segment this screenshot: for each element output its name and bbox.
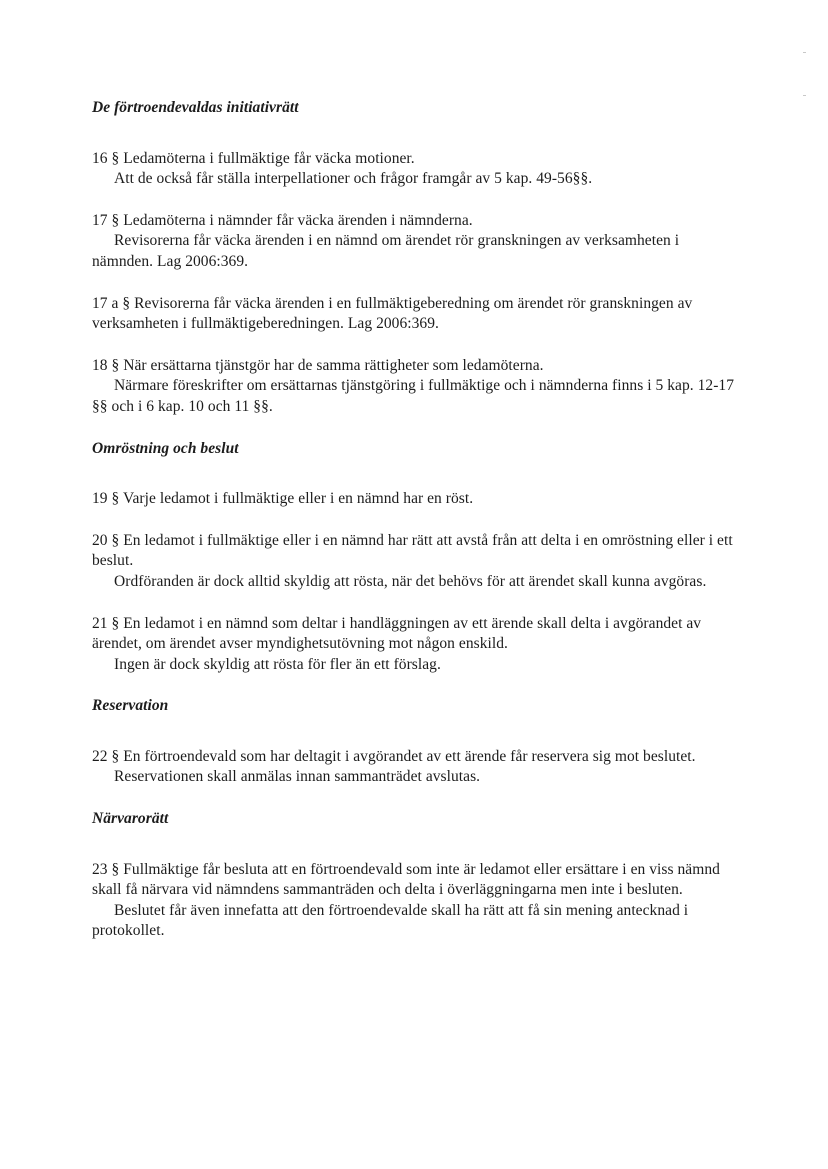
paragraph-17 [92,211,742,273]
paragraph-text: 23 § Fullmäktige får besluta att en förtroendevald som inte är ledamot eller ersättare i en viss nämnd skall få närvara vid nämndens sammanträden och delta i överläggningarna men inte i besluten. [92,860,720,899]
paragraph-text: Beslutet får även innefatta att den förtroendevalde skall ha rätt att få sin mening antecknad i protokollet. [92,901,689,940]
paragraph-text: 22 § En förtroendevald som har deltagit i avgörandet av ett ärende får reservera sig mot beslutet. [92,747,696,765]
section-heading: Reservation [92,697,169,715]
scan-speck [803,52,806,53]
paragraph-text: Att de också får ställa interpellationer och frågor framgår av 5 kap. 49-56§§. [114,170,593,188]
paragraph-16 [92,149,742,190]
paragraph-text: 19 § Varje ledamot i fullmäktige eller i en nämnd har en röst. [92,490,474,508]
section-heading: Närvarorätt [92,810,169,828]
paragraph-20 [92,531,742,593]
paragraph-text: 20 § En ledamot i fullmäktige eller i en nämnd har rätt att avstå från att delta i en omröstning eller i ett beslut. [92,531,733,570]
paragraph-18 [92,356,742,418]
paragraph-21 [92,614,742,676]
paragraph-text: 21 § En ledamot i en nämnd som deltar i handläggningen av ett ärende skall delta i avgörandet av ärendet, om ärendet avser myndighetsutövning mot någon enskild. [92,614,702,653]
section-heading: De förtroendevaldas initiativrätt [92,99,299,116]
paragraph-23 [92,860,742,942]
paragraph-22 [92,747,742,788]
paragraph-text: Revisorerna får väcka ärenden i en nämnd om ärendet rör granskningen av verksamheten i nämnden. Lag 2006:369. [92,232,680,270]
paragraph-text: 17 § Ledamöterna i nämnder får väcka ärenden i nämnderna. [92,211,473,229]
paragraph-text: 16 § Ledamöterna i fullmäktige får väcka motioner. [92,149,415,167]
paragraph-text: Reservationen skall anmälas innan sammanträdet avslutas. [114,768,481,786]
paragraph-text: Närmare föreskrifter om ersättarnas tjänstgöring i fullmäktige och i nämnderna finns i 5 kap. 12-17 §§ och i 6 kap. 10 och 11 §§. [92,377,735,415]
paragraph-text: Ingen är dock skyldig att rösta för fler än ett förslag. [114,655,441,673]
paragraph-text: 18 § När ersättarna tjänstgör har de samma rättigheter som ledamöterna. [92,356,544,374]
paragraph-17a [92,294,742,335]
section-heading: Omröstning och beslut [92,439,239,457]
paragraph-text: Ordföranden är dock alltid skyldig att rösta, när det behövs för att ärendet skall kunna avgöras. [114,572,707,590]
paragraph-19 [92,489,742,510]
paragraph-text: 17 a § Revisorerna får väcka ärenden i en fullmäktigeberedning om ärendet rör granskningen av verksamheten i fullmäktigeberedningen. Lag 2006:369. [92,294,693,333]
document-page [92,98,742,963]
scan-speck [803,95,806,96]
